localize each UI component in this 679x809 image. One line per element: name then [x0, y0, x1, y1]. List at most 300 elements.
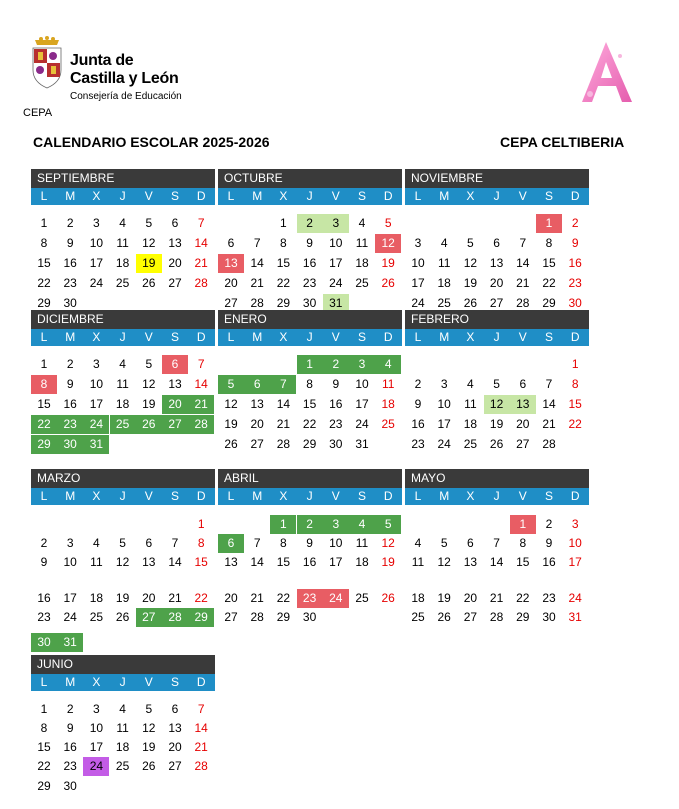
calendar-day: 21: [250, 276, 264, 290]
calendar-day: 25: [381, 417, 395, 431]
calendar-day: 24: [411, 296, 425, 310]
calendar-day: 4: [119, 702, 126, 716]
calendar-day: 18: [115, 397, 130, 411]
calendar-day: 5: [119, 536, 126, 550]
calendar-day: 19: [381, 256, 395, 270]
calendar-day: 8: [306, 377, 313, 391]
calendar-day: 25: [463, 437, 478, 451]
calendar-day: 18: [381, 397, 395, 411]
calendar-day: 10: [329, 236, 343, 250]
calendar-day: 13: [224, 555, 238, 569]
calendar-day: 6: [162, 355, 188, 374]
calendar-day: 31: [355, 437, 369, 451]
calendar-day: 8: [571, 377, 579, 391]
calendar-day: 16: [411, 417, 425, 431]
calendar-day: 13: [142, 555, 156, 569]
month-name: ENERO: [218, 310, 402, 329]
calendar-day: 10: [89, 721, 104, 735]
weekday-label: L: [40, 489, 48, 503]
weekday-label: D: [383, 489, 393, 503]
calendar-day: 23: [37, 610, 51, 624]
weekday-label: J: [306, 330, 313, 344]
calendar-day: 17: [89, 397, 104, 411]
calendar-day: 9: [332, 377, 340, 391]
calendar-day: 7: [253, 536, 261, 550]
calendar-day: 21: [516, 276, 530, 290]
month-abril: [218, 469, 402, 624]
weekday-label: L: [227, 489, 235, 503]
calendar-day: 16: [302, 555, 317, 569]
calendar-day: 3: [66, 536, 74, 550]
calendar-day: 3: [93, 702, 100, 716]
weekday-label: L: [227, 189, 235, 203]
calendar-day: 30: [302, 610, 317, 624]
weekday-label: S: [544, 189, 553, 203]
calendar-day: 20: [250, 417, 264, 431]
calendar-day: 9: [571, 236, 579, 250]
org-department: Consejería de Educación: [70, 91, 182, 102]
calendar-day: 21: [188, 395, 214, 414]
calendar-day: 25: [110, 415, 136, 434]
calendar-day: 17: [568, 555, 582, 569]
page-header: [0, 0, 679, 150]
calendar-day: 28: [188, 415, 214, 434]
calendar-day: 29: [302, 437, 317, 451]
calendar-day: 21: [250, 591, 264, 605]
calendar-day: 7: [197, 357, 205, 371]
calendar-day: 29: [37, 296, 51, 310]
calendar-day: 4: [119, 216, 126, 230]
calendar-day: 30: [31, 633, 57, 652]
calendar-day: 25: [355, 276, 369, 290]
month-marzo: [31, 469, 215, 649]
calendar-day: 14: [250, 256, 264, 270]
calendar-day: 19: [381, 555, 395, 569]
weekday-label: S: [170, 189, 179, 203]
calendar-day: 26: [381, 276, 395, 290]
calendar-day: 6: [467, 536, 474, 550]
calendar-day: 6: [218, 534, 244, 553]
calendar-day: 16: [302, 256, 317, 270]
calendar-day: 3: [349, 355, 375, 374]
calendar-day: 22: [542, 276, 556, 290]
calendar-day: 6: [145, 536, 153, 550]
calendar-day: 29: [188, 608, 214, 627]
month-name: DICIEMBRE: [31, 310, 215, 329]
calendar-day: 4: [349, 515, 375, 534]
calendar-day: 18: [355, 256, 369, 270]
calendar-day: 23: [63, 759, 77, 773]
calendar-day: 10: [89, 377, 104, 391]
weekday-label: D: [196, 189, 206, 203]
calendar-day: 15: [276, 555, 291, 569]
org-name-line2: Castilla y León: [70, 70, 179, 87]
calendar-day: 21: [489, 591, 504, 605]
calendar-day: 14: [542, 397, 556, 411]
calendar-day: 31: [83, 435, 109, 454]
coat-of-arms-icon: [31, 36, 63, 92]
calendar-day: 25: [115, 276, 130, 290]
weekday-label: M: [439, 489, 450, 503]
calendar-day: 20: [168, 740, 182, 754]
calendar-day: 12: [142, 721, 156, 735]
weekday-header: [31, 329, 215, 346]
calendar-day: 5: [145, 702, 153, 716]
weekday-label: S: [170, 489, 179, 503]
month-name: MAYO: [405, 469, 589, 488]
calendar-day: 26: [115, 610, 130, 624]
calendar-day: 27: [463, 610, 478, 624]
weekday-label: M: [439, 189, 450, 203]
month-noviembre: [405, 169, 589, 310]
calendar-day: 12: [381, 536, 395, 550]
weekday-label: J: [493, 489, 500, 503]
calendar-day: 1: [40, 216, 48, 230]
month-name: ABRIL: [218, 469, 402, 488]
calendar-day: 30: [63, 296, 77, 310]
calendar-day: 18: [463, 417, 478, 431]
calendar-day: 8: [197, 536, 205, 550]
weekday-label: X: [279, 489, 288, 503]
weekday-label: L: [40, 330, 48, 344]
calendar-day: 25: [437, 296, 451, 310]
calendar-day: 2: [66, 357, 74, 371]
month-febrero: [405, 310, 589, 451]
calendar-day: 26: [463, 296, 478, 310]
calendar-day: 17: [355, 397, 369, 411]
calendar-day: 3: [93, 357, 100, 371]
calendar-day: 10: [568, 536, 582, 550]
calendar-day: 24: [323, 589, 349, 608]
document-title: CALENDARIO ESCOLAR 2025-2026: [33, 134, 270, 150]
calendar-day: 8: [280, 536, 287, 550]
month-name: MARZO: [31, 469, 215, 488]
weekday-label: M: [252, 189, 263, 203]
calendar-day: 6: [244, 375, 270, 394]
calendar-day: 1: [297, 355, 323, 374]
calendar-day: 25: [411, 610, 425, 624]
weekday-label: S: [170, 675, 179, 689]
weekday-header: [31, 488, 215, 505]
calendar-day: 1: [571, 357, 579, 371]
calendar-day: 19: [463, 276, 478, 290]
calendar-day: 7: [197, 216, 205, 230]
weekday-label: V: [144, 330, 153, 344]
calendar-day: 24: [329, 276, 343, 290]
calendar-day: 9: [66, 377, 74, 391]
calendar-day: 7: [253, 236, 261, 250]
calendar-day: 23: [57, 415, 83, 434]
calendar-day: 19: [115, 591, 130, 605]
calendar-day: 26: [437, 610, 451, 624]
calendar-day: 29: [276, 296, 291, 310]
calendar-day: 5: [145, 216, 153, 230]
calendar-day: 28: [250, 610, 264, 624]
weekday-label: J: [119, 675, 126, 689]
weekday-label: J: [493, 330, 500, 344]
weekday-label: J: [119, 330, 126, 344]
calendar-day: 1: [270, 515, 296, 534]
weekday-label: L: [227, 330, 235, 344]
weekday-label: V: [518, 330, 527, 344]
calendar-day: 12: [115, 555, 130, 569]
calendar-day: 27: [224, 610, 238, 624]
weekday-label: M: [65, 330, 76, 344]
calendar-day: 15: [276, 256, 291, 270]
calendar-day: 2: [571, 216, 579, 230]
calendar-day: 15: [37, 256, 51, 270]
calendar-day: 7: [493, 536, 500, 550]
calendar-day: 14: [194, 377, 208, 391]
calendar-day: 24: [89, 276, 104, 290]
calendar-day: 3: [571, 517, 579, 531]
month-mayo: [405, 469, 589, 624]
calendar-day: 21: [276, 417, 291, 431]
calendar-day: 28: [194, 276, 208, 290]
calendar-day: 18: [437, 276, 451, 290]
weekday-label: V: [331, 330, 340, 344]
calendar-day: 12: [463, 256, 478, 270]
calendar-day: 20: [168, 256, 182, 270]
calendar-day: 1: [280, 216, 287, 230]
calendar-day: 9: [66, 721, 74, 735]
calendar-day: 3: [323, 214, 349, 233]
calendar-day: 24: [437, 437, 451, 451]
calendar-day: 19: [142, 397, 156, 411]
weekday-label: D: [570, 189, 580, 203]
month-enero: [218, 310, 402, 451]
weekday-label: S: [544, 489, 553, 503]
month-name: SEPTIEMBRE: [31, 169, 215, 188]
weekday-label: V: [331, 489, 340, 503]
calendar-day: 8: [31, 375, 57, 394]
center-name: CEPA CELTIBERIA: [500, 134, 625, 150]
weekday-label: D: [196, 675, 206, 689]
calendar-day: 18: [89, 591, 104, 605]
weekday-header: [218, 488, 402, 505]
calendar-day: 26: [381, 591, 395, 605]
calendar-day: 15: [194, 555, 208, 569]
calendar-day: 20: [224, 276, 238, 290]
weekday-header: [405, 329, 589, 346]
calendar-day: 16: [63, 740, 77, 754]
calendar-day: 12: [375, 234, 401, 253]
calendar-day: 13: [168, 236, 182, 250]
calendar-day: 3: [93, 216, 100, 230]
calendar-day: 2: [66, 702, 74, 716]
weekday-label: S: [357, 489, 366, 503]
weekday-label: J: [119, 189, 126, 203]
calendar-day: 21: [542, 417, 556, 431]
weekday-label: M: [252, 489, 263, 503]
calendar-day: 3: [414, 236, 422, 250]
weekday-label: X: [466, 489, 475, 503]
calendar-day: 15: [37, 397, 51, 411]
calendar-day: 30: [302, 296, 317, 310]
month-octubre: [218, 169, 402, 310]
calendar-day: 11: [355, 236, 369, 250]
org-name-line1: Junta de: [70, 52, 134, 69]
calendar-day: 2: [297, 515, 323, 534]
calendar-day: 16: [63, 256, 77, 270]
calendar-day: 14: [489, 555, 504, 569]
calendar-day: 29: [31, 435, 57, 454]
month-name: JUNIO: [31, 655, 215, 674]
calendar-day: 12: [437, 555, 451, 569]
calendar-day: 29: [516, 610, 530, 624]
calendar-day: 12: [142, 236, 156, 250]
weekday-header: [218, 329, 402, 346]
calendar-day: 9: [306, 236, 313, 250]
calendar-day: 21: [194, 740, 208, 754]
weekday-label: S: [544, 330, 553, 344]
weekday-header: [31, 188, 215, 205]
calendar-day: 6: [519, 377, 527, 391]
calendar-day: 2: [323, 355, 349, 374]
calendar-day: 27: [168, 276, 182, 290]
calendar-day: 9: [545, 536, 553, 550]
weekday-label: V: [518, 189, 527, 203]
calendar-day: 1: [40, 702, 48, 716]
weekday-label: M: [65, 189, 76, 203]
weekday-label: D: [196, 489, 206, 503]
calendar-day: 10: [437, 397, 451, 411]
calendar-day: 1: [536, 214, 562, 233]
calendar-day: 5: [218, 375, 244, 394]
calendar-day: 14: [194, 721, 208, 735]
calendar-day: 10: [329, 536, 343, 550]
weekday-label: X: [92, 330, 101, 344]
calendar-day: 8: [40, 236, 48, 250]
calendar-day: 20: [224, 591, 238, 605]
calendar-day: 4: [414, 536, 422, 550]
calendar-day: 13: [250, 397, 264, 411]
calendar-day: 26: [142, 759, 156, 773]
calendar-day: 21: [194, 256, 208, 270]
calendar-day: 22: [37, 759, 51, 773]
calendar-day: 15: [37, 740, 51, 754]
calendar-day: 29: [276, 610, 291, 624]
calendar-day: 5: [145, 357, 153, 371]
calendar-day: 13: [489, 256, 504, 270]
weekday-label: V: [518, 489, 527, 503]
calendar-day: 17: [411, 276, 425, 290]
calendar-day: 4: [119, 357, 126, 371]
calendar-day: 14: [250, 555, 264, 569]
calendar-day: 31: [568, 610, 582, 624]
calendar-day: 26: [142, 276, 156, 290]
weekday-label: V: [331, 189, 340, 203]
calendar-day: 14: [516, 256, 530, 270]
weekday-label: J: [306, 489, 313, 503]
calendar-day: 22: [276, 276, 291, 290]
weekday-label: M: [65, 675, 76, 689]
calendar-day: 23: [542, 591, 556, 605]
calendar-day: 15: [542, 256, 556, 270]
calendar-day: 26: [224, 437, 238, 451]
calendar-day: 5: [467, 236, 474, 250]
calendar-day: 30: [329, 437, 343, 451]
calendar-day: 5: [440, 536, 448, 550]
calendar-day: 30: [63, 779, 77, 793]
calendar-day: 14: [194, 236, 208, 250]
calendar-day: 18: [411, 591, 425, 605]
calendar-day: 28: [489, 610, 504, 624]
calendar-day: 26: [489, 437, 504, 451]
calendar-day: 27: [136, 608, 162, 627]
calendar-day: 10: [355, 377, 369, 391]
calendar-day: 11: [116, 721, 129, 735]
calendar-day: 14: [168, 555, 182, 569]
weekday-label: D: [570, 330, 580, 344]
calendar-day: 19: [136, 254, 162, 273]
calendar-day: 18: [355, 555, 369, 569]
calendar-day: 8: [545, 236, 553, 250]
calendar-day: 28: [516, 296, 530, 310]
calendar-day: 16: [542, 555, 556, 569]
calendar-day: 4: [375, 355, 401, 374]
calendar-day: 3: [323, 515, 349, 534]
calendar-day: 11: [437, 256, 451, 270]
weekday-label: X: [279, 189, 288, 203]
calendar-day: 13: [218, 254, 244, 273]
calendar-day: 30: [568, 296, 582, 310]
calendar-day: 17: [437, 417, 451, 431]
letter-a-logo-icon: [570, 36, 642, 108]
calendar-day: 28: [162, 608, 188, 627]
calendar-day: 5: [493, 377, 500, 391]
month-name: NOVIEMBRE: [405, 169, 589, 188]
calendar-day: 11: [411, 555, 425, 569]
calendar-day: 17: [63, 591, 77, 605]
calendar-day: 8: [280, 236, 287, 250]
calendar-day: 27: [489, 296, 504, 310]
calendar-day: 2: [545, 517, 553, 531]
calendar-day: 24: [63, 610, 77, 624]
calendar-day: 30: [57, 435, 83, 454]
calendar-day: 31: [57, 633, 83, 652]
calendar-day: 23: [568, 276, 582, 290]
calendar-day: 16: [329, 397, 343, 411]
calendar-day: 9: [66, 236, 74, 250]
calendar-day: 22: [302, 417, 317, 431]
calendar-day: 22: [276, 591, 291, 605]
calendar-day: 28: [194, 759, 208, 773]
calendar-day: 20: [489, 276, 504, 290]
calendar-day: 2: [297, 214, 323, 233]
calendar-day: 4: [358, 216, 366, 230]
weekday-label: L: [40, 189, 48, 203]
calendar-day: 3: [440, 377, 448, 391]
calendar-day: 17: [89, 740, 104, 754]
weekday-label: X: [92, 489, 101, 503]
weekday-label: M: [252, 330, 263, 344]
weekday-label: X: [279, 330, 288, 344]
calendar-day: 16: [37, 591, 51, 605]
month-name: OCTUBRE: [218, 169, 402, 188]
calendar-day: 11: [355, 536, 369, 550]
calendar-day: 7: [171, 536, 179, 550]
weekday-label: L: [414, 489, 422, 503]
calendar-day: 20: [516, 417, 530, 431]
calendar-day: 11: [464, 397, 477, 411]
weekday-label: D: [383, 330, 393, 344]
calendar-day: 2: [414, 377, 422, 391]
calendar-day: 29: [37, 779, 51, 793]
weekday-label: V: [144, 675, 153, 689]
calendar-day: 27: [168, 759, 182, 773]
calendar-day: 9: [414, 397, 422, 411]
